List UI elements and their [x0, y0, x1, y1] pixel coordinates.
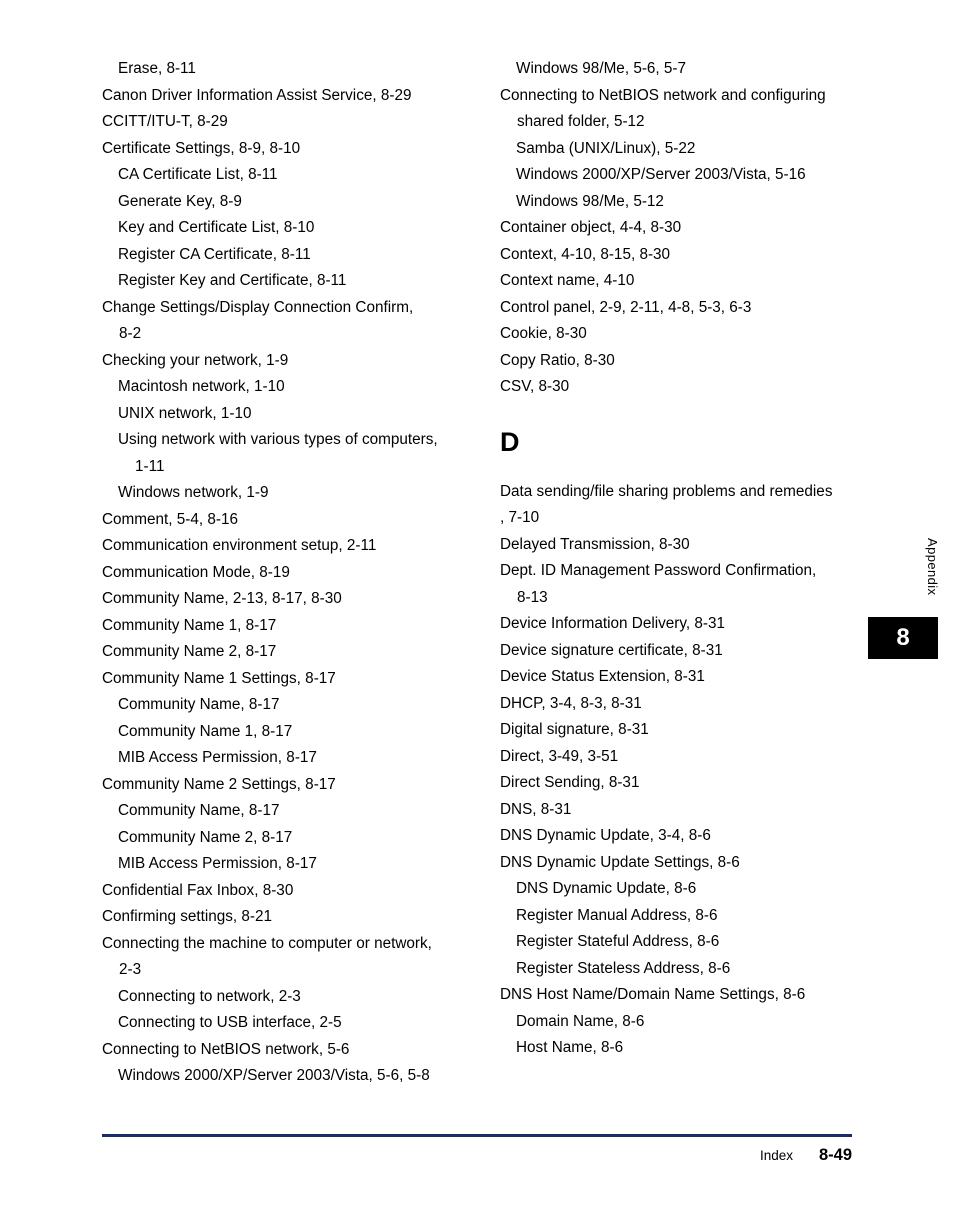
index-entry: Container object, 4-4, 8-30	[500, 219, 682, 236]
index-columns	[0, 56, 954, 1090]
index-entry: , 7-10	[500, 509, 540, 526]
index-entry: Register Key and Certificate, 8-11	[118, 272, 347, 289]
index-entry: DHCP, 3-4, 8-3, 8-31	[500, 694, 642, 712]
index-column-right	[500, 56, 898, 1090]
index-entry: Community Name 1 Settings, 8-17	[102, 669, 336, 687]
index-entry: Direct Sending, 8-31	[500, 774, 640, 791]
index-entry: MIB Access Permission, 8-17	[118, 855, 317, 872]
index-entry: Erase, 8-11	[118, 60, 196, 77]
index-entry: Confidential Fax Inbox, 8-30	[102, 881, 294, 899]
index-entry: Device Status Extension, 8-31	[500, 668, 705, 685]
index-entry: DNS Dynamic Update, 8-6	[516, 880, 697, 897]
index-entry: Communication environment setup, 2-11	[102, 537, 377, 554]
footer-divider	[102, 1134, 852, 1137]
index-entry: Register Stateful Address, 8-6	[516, 933, 720, 950]
index-entry: CCITT/ITU-T, 8-29	[102, 113, 228, 130]
index-entry: Context, 4-10, 8-15, 8-30	[500, 245, 671, 263]
index-entry: Connecting to network, 2-3	[118, 987, 301, 1005]
index-entry: Community Name 2 Settings, 8-17	[102, 775, 336, 793]
index-entry: DNS, 8-31	[500, 800, 572, 818]
index-entry: Cookie, 8-30	[500, 325, 587, 342]
index-entry: Community Name 1, 8-17	[102, 616, 277, 634]
page-footer	[102, 1146, 852, 1172]
index-entry: Community Name, 8-17	[118, 696, 280, 713]
index-entry: Key and Certificate List, 8-10	[118, 219, 315, 236]
footer-section-label: Index	[759, 1148, 793, 1163]
index-entry: Windows 2000/XP/Server 2003/Vista, 5-16	[516, 166, 806, 183]
index-entry: Register Stateless Address, 8-6	[516, 959, 731, 977]
index-entry: Control panel, 2-9, 2-11, 4-8, 5-3, 6-3	[500, 298, 752, 316]
index-entry: Comment, 5-4, 8-16	[102, 510, 239, 528]
index-entry: UNIX network, 1-10	[118, 404, 252, 422]
index-entry: Register Manual Address, 8-6	[516, 906, 718, 924]
index-entry: MIB Access Permission, 8-17	[118, 749, 317, 766]
index-entry: Windows 98/Me, 5-12	[516, 192, 664, 210]
appendix-tab-label: Appendix	[925, 538, 940, 596]
index-entry: 1-11	[135, 457, 165, 475]
index-entry: Generate Key, 8-9	[118, 192, 242, 210]
index-entry: Delayed Transmission, 8-30	[500, 535, 690, 553]
index-entry: Community Name, 8-17	[118, 802, 280, 819]
index-entry: Using network with various types of computers,	[118, 431, 438, 448]
chapter-number-tab: 8	[868, 617, 938, 659]
index-entry: Certificate Settings, 8-9, 8-10	[102, 139, 301, 157]
index-entry: Windows 98/Me, 5-6, 5-7	[516, 60, 687, 77]
index-entry: CSV, 8-30	[500, 378, 570, 395]
index-entry: CA Certificate List, 8-11	[118, 166, 278, 183]
index-entry: 8-2	[119, 325, 142, 342]
index-entry: Data sending/file sharing problems and remedies	[500, 482, 833, 500]
index-entry: Confirming settings, 8-21	[102, 908, 273, 925]
index-entry: Device signature certificate, 8-31	[500, 641, 723, 659]
index-entry: Canon Driver Information Assist Service, 8-29	[102, 86, 412, 104]
index-entry: Digital signature, 8-31	[500, 721, 649, 738]
index-entry: Connecting to NetBIOS network and configuring	[500, 86, 826, 104]
index-entry: Dept. ID Management Password Confirmation,	[500, 562, 817, 579]
index-entry: Windows network, 1-9	[118, 484, 269, 501]
index-entry: 8-13	[517, 588, 548, 606]
index-entry: DNS Dynamic Update Settings, 8-6	[500, 853, 740, 871]
index-entry: Community Name, 2-13, 8-17, 8-30	[102, 590, 342, 607]
index-entry: Connecting to USB interface, 2-5	[118, 1014, 342, 1031]
index-entry: Context name, 4-10	[500, 272, 635, 289]
index-entry: Macintosh network, 1-10	[118, 378, 285, 395]
index-entry: DNS Host Name/Domain Name Settings, 8-6	[500, 986, 806, 1003]
index-entry: 2-3	[119, 961, 142, 978]
index-entry: Communication Mode, 8-19	[102, 563, 290, 581]
index-entry: Direct, 3-49, 3-51	[500, 747, 619, 765]
index-entry: Windows 2000/XP/Server 2003/Vista, 5-6, 5-8	[118, 1067, 430, 1084]
index-entry: Community Name 2, 8-17	[118, 828, 293, 846]
index-entry: DNS Dynamic Update, 3-4, 8-6	[500, 827, 711, 844]
index-entry: Domain Name, 8-6	[516, 1012, 645, 1030]
index-entry: Connecting to NetBIOS network, 5-6	[102, 1040, 350, 1058]
index-entry: Register CA Certificate, 8-11	[118, 245, 311, 263]
index-entry: Samba (UNIX/Linux), 5-22	[516, 139, 696, 157]
index-entry: shared folder, 5-12	[517, 113, 645, 130]
index-entry: Host Name, 8-6	[516, 1039, 624, 1056]
index-column-left	[102, 56, 500, 1090]
index-entry: Community Name 1, 8-17	[118, 722, 293, 740]
index-entry: Checking your network, 1-9	[102, 351, 289, 369]
index-section-heading: D	[500, 426, 520, 457]
index-entry: Device Information Delivery, 8-31	[500, 615, 726, 632]
index-entry: Copy Ratio, 8-30	[500, 351, 615, 369]
index-entry: Change Settings/Display Connection Confirm,	[102, 298, 414, 316]
index-entry: Connecting the machine to computer or network,	[102, 934, 432, 952]
index-entry: Community Name 2, 8-17	[102, 643, 277, 660]
footer-page-number: 8-49	[818, 1146, 852, 1164]
